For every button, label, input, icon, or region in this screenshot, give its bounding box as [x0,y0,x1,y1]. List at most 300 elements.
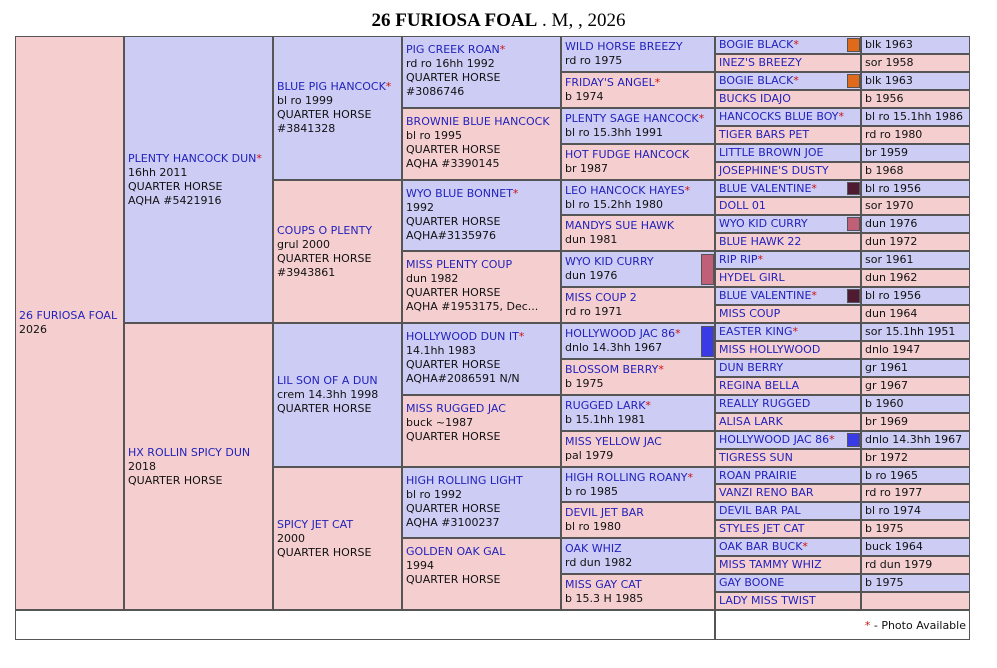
pedigree-info-cell: dun 1972 [861,233,970,251]
horse-name-wrap [719,379,799,392]
horse-name-line [277,224,398,238]
pedigree-info-cell: bl ro 1956 [861,180,970,197]
horse-name-link[interactable]: WYO KID CURRY [565,255,654,268]
horse-name-link[interactable]: MISS TAMMY WHIZ [719,558,822,571]
pedigree-cell-dss [402,323,561,395]
horse-name-line [565,148,711,162]
horse-name-link[interactable]: GAY BOONE [719,576,785,589]
horse-name-wrap [719,289,817,302]
pedigree-cell-g14 [561,502,715,538]
photo-available-icon: * [811,289,817,302]
horse-detail-line: AQHA#2086591 N/N [406,372,520,385]
horse-name-link[interactable]: TIGER BARS PET [719,128,810,141]
horse-name-link[interactable]: MISS PLENTY COUP [406,258,513,271]
horse-name-link[interactable]: HYDEL GIRL [719,271,785,284]
pedigree-info-cell: b 1975 [861,574,970,592]
pedigree-cell-h17 [715,323,861,341]
pedigree-cell-h30 [715,556,861,574]
pedigree-info-cell: gr 1967 [861,377,970,395]
horse-detail-line: br 1987 [565,162,608,175]
horse-name-wrap [719,199,766,212]
horse-color-swatch [701,254,714,285]
horse-name-link[interactable]: DEVIL BAR PAL [719,504,801,517]
horse-name-wrap [719,235,801,248]
horse-name-wrap [719,343,820,356]
horse-detail-line: rd ro 1975 [565,54,623,67]
pedigree-cell-sss [402,36,561,108]
horse-name-wrap [719,594,816,607]
horse-name-line [565,363,711,377]
horse-color-swatch [847,217,860,231]
pedigree-info-cell: b 1960 [861,395,970,413]
horse-color-swatch [847,74,860,88]
photo-available-icon: * [675,327,681,340]
horse-detail-line: rd ro 16hh 1992 [406,57,495,70]
photo-available-icon: * [512,187,519,200]
horse-name-wrap [565,542,622,555]
pedigree-info-cell: b ro 1965 [861,467,970,484]
horse-name-link[interactable]: HIGH ROLLING ROANY [565,471,688,484]
pedigree-cell-g8 [561,287,715,323]
horse-name-line [565,327,694,341]
horse-color-swatch [847,433,860,447]
horse-name-link[interactable]: MISS YELLOW JAC [565,435,662,448]
horse-name-line [406,115,557,129]
horse-name-link[interactable]: LITTLE BROWN JOE [719,146,824,159]
pedigree-info-cell: br 1969 [861,413,970,431]
pedigree-cell-h2 [715,54,861,72]
horse-name-wrap [719,217,808,230]
horse-name-wrap [565,435,662,448]
horse-name-line [565,184,711,198]
horse-name-wrap [719,92,791,105]
horse-name-link[interactable]: LIL SON OF A DUN [277,374,378,387]
horse-name-line [406,402,557,416]
pedigree-info-cell: bl ro 15.1hh 1986 [861,108,970,126]
pedigree-cell-h32 [715,592,861,610]
horse-detail-line: dun 1976 [565,269,618,282]
horse-name-wrap [719,540,808,553]
pedigree-info-cell: dun 1976 [861,215,970,233]
pedigree-cell-h11 [715,215,861,233]
horse-name-line [406,545,557,559]
horse-name-line [406,258,557,272]
pedigree-cell-h31 [715,574,861,592]
horse-name-wrap [719,451,793,464]
horse-detail-line: QUARTER HORSE [406,502,501,515]
pedigree-cell-ss [273,36,402,180]
horse-name-link[interactable]: JOSEPHINE'S DUSTY [719,164,829,177]
horse-name-link[interactable]: TIGRESS SUN [719,451,793,464]
horse-name-wrap [719,522,804,535]
horse-name-link[interactable]: 26 FURIOSA FOAL [19,309,118,322]
horse-name-wrap [719,576,784,589]
horse-name-link[interactable]: BOGIE BLACK [719,74,794,87]
horse-name-link[interactable]: DOLL 01 [719,199,766,212]
horse-detail-line: QUARTER HORSE [277,108,372,121]
photo-available-icon: * [793,74,799,87]
horse-detail-line: bl ro 15.2hh 1980 [565,198,663,211]
horse-name-link[interactable]: PLENTY SAGE HANCOCK [565,112,699,125]
horse-name-line [565,291,711,305]
horse-name-link[interactable]: MISS COUP 2 [565,291,637,304]
horse-name-link[interactable]: LADY MISS TWIST [719,594,816,607]
horse-name-link[interactable]: PIG CREEK ROAN [406,43,500,56]
horse-name-link[interactable]: OAK WHIZ [565,542,622,555]
horse-name-wrap [719,415,783,428]
horse-name-wrap [565,471,693,484]
photo-available-icon: * [645,399,651,412]
horse-name-line [19,309,120,323]
horse-name-wrap [719,361,783,374]
horse-name-wrap [406,545,505,558]
horse-detail-line: 2026 [19,323,47,336]
horse-name-line [565,255,694,269]
horse-detail-line: dun 1982 [406,272,459,285]
horse-name-wrap [406,115,550,128]
horse-name-line [565,76,711,90]
horse-name-line [565,578,711,592]
horse-name-line [565,471,711,485]
horse-detail-line: bl ro 1999 [277,94,334,107]
horse-name-link[interactable]: COUPS O PLENTY [277,223,373,237]
horse-name-wrap [719,182,817,195]
pedigree-info-cell: rd dun 1979 [861,556,970,574]
pedigree-cell-h29 [715,538,861,556]
photo-available-icon: * [385,80,392,93]
horse-name-line [406,187,557,201]
pedigree-cell-ddd [402,538,561,610]
photo-available-icon: * [793,38,799,51]
photo-available-icon: * [802,540,808,553]
pedigree-info-cell: dnlo 1947 [861,341,970,359]
horse-detail-line: QUARTER HORSE [277,251,372,265]
pedigree-cell-sd [273,180,402,323]
horse-detail-line: QUARTER HORSE [406,286,501,299]
horse-name-wrap [719,38,799,51]
horse-name-wrap [277,518,353,531]
horse-name-link[interactable]: LEO HANCOCK HAYES [565,184,685,197]
pedigree-info-cell: dun 1964 [861,305,970,323]
pedigree-cell-g12 [561,431,715,467]
pedigree-info-cell: rd ro 1980 [861,126,970,144]
pedigree-info-cell: sor 1958 [861,54,970,72]
horse-name-wrap [565,399,651,412]
horse-name-wrap [565,76,660,89]
horse-name-wrap [719,271,785,284]
horse-name-wrap [565,112,704,125]
horse-name-wrap [128,152,262,165]
horse-name-link[interactable]: MISS HOLLYWOOD [719,343,821,356]
horse-name-line [128,152,269,166]
horse-detail-line: 1994 [406,559,434,572]
pedigree-cell-h22 [715,413,861,431]
photo-available-legend [865,619,966,633]
pedigree-info-cell: br 1959 [861,144,970,162]
photo-available-icon: * [792,325,798,338]
horse-name-link[interactable]: HANCOCKS BLUE BOY [719,110,839,123]
pedigree-cell-g9 [561,323,715,359]
pedigree-info-cell: b 1975 [861,520,970,538]
horse-name-link[interactable]: DUN BERRY [719,361,784,374]
pedigree-cell-h3 [715,72,861,90]
pedigree-cell-h14 [715,269,861,287]
horse-name-wrap [406,330,524,343]
horse-name-link[interactable]: MANDYS SUE HAWK [565,219,675,232]
pedigree-cell-subject [15,36,124,610]
horse-name-link[interactable]: BROWNIE BLUE HANCOCK [406,115,550,128]
horse-name-link[interactable]: RUGGED LARK [565,399,646,412]
horse-name-line [565,506,711,520]
pedigree-cell-dds [402,467,561,538]
horse-name-line [565,435,711,449]
pedigree-cell-h5 [715,108,861,126]
horse-name-wrap [719,128,809,141]
photo-available-icon: * [757,253,764,266]
horse-name-link[interactable]: MISS GAY CAT [565,578,642,591]
pedigree-info-cell: blk 1963 [861,36,970,54]
horse-name-wrap [719,504,801,517]
pedigree-cell-h25 [715,467,861,484]
horse-detail-line: QUARTER HORSE [406,71,501,84]
pedigree-info-cell: bl ro 1956 [861,287,970,305]
horse-detail-line: dun 1981 [565,233,618,246]
horse-name-link[interactable]: GOLDEN OAK GAL [406,545,506,558]
horse-detail-line: 2000 [277,531,305,545]
pedigree-cell-g11 [561,395,715,431]
horse-name-wrap [719,146,824,159]
horse-detail-line: pal 1979 [565,449,614,462]
horse-detail-line: QUARTER HORSE [128,473,223,487]
pedigree-cell-g10 [561,359,715,395]
title-horse-name: 26 FURIOSA FOAL [371,10,538,31]
horse-name-link[interactable]: PLENTY HANCOCK DUN [128,151,257,165]
horse-detail-line: 1992 [406,201,434,214]
horse-name-wrap [719,110,844,123]
pedigree-cell-g5 [561,180,715,215]
horse-detail-line: #3841328 [277,122,336,135]
pedigree-cell-h4 [715,90,861,108]
horse-name-wrap [719,325,798,338]
horse-name-link[interactable]: BLUE HAWK 22 [719,235,802,248]
pedigree-cell-g16 [561,574,715,610]
pedigree-cell-h26 [715,484,861,502]
horse-name-wrap [719,469,797,482]
footer-legend-cell [715,610,970,640]
horse-name-link[interactable]: DEVIL JET BAR [565,506,644,519]
pedigree-cell-ds [273,323,402,467]
horse-detail-line: #3086746 [406,85,465,98]
horse-detail-line: QUARTER HORSE [406,430,501,443]
horse-detail-line: AQHA #3390145 [406,157,500,170]
pedigree-info-cell: b 1956 [861,90,970,108]
horse-name-link[interactable]: BLUE VALENTINE [719,289,812,302]
horse-name-line [277,374,398,388]
photo-available-icon: * [499,43,506,56]
horse-name-link[interactable]: INEZ'S BREEZY [719,56,802,69]
horse-name-link[interactable]: EASTER KING [719,325,793,338]
horse-detail-line: dnlo 14.3hh 1967 [565,341,663,354]
horse-name-wrap [19,309,117,322]
pedigree-cell-g1 [561,36,715,72]
horse-name-link[interactable]: BUCKS IDAJO [719,92,791,105]
horse-detail-line: crem 14.3hh 1998 [277,388,379,401]
horse-detail-line: QUARTER HORSE [406,573,501,586]
horse-name-line [565,399,711,413]
horse-name-wrap [719,74,799,87]
horse-name-link[interactable]: REGINA BELLA [719,379,800,392]
pedigree-cell-h12 [715,233,861,251]
pedigree-cell-g15 [561,538,715,574]
horse-name-link[interactable]: BLOSSOM BERRY [565,363,659,376]
pedigree-info-cell: b 1968 [861,162,970,180]
pedigree-info-cell: sor 1970 [861,197,970,215]
horse-name-link[interactable]: VANZI RENO BAR [719,486,814,499]
horse-color-swatch [847,289,860,303]
horse-name-link[interactable]: HOLLYWOOD JAC 86 [565,327,676,340]
pedigree-info-cell: br 1972 [861,449,970,467]
horse-name-line [128,446,269,460]
horse-detail-line: 14.1hh 1983 [406,344,476,357]
pedigree-info-cell: gr 1961 [861,359,970,377]
pedigree-cell-dd [273,467,402,610]
horse-name-link[interactable]: ALISA LARK [719,415,783,428]
horse-name-line [406,330,557,344]
pedigree-cell-h18 [715,341,861,359]
horse-name-link[interactable]: ROAN PRAIRIE [719,469,797,482]
pedigree-info-cell: dun 1962 [861,269,970,287]
horse-name-line [277,80,398,94]
horse-name-link[interactable]: FRIDAY'S ANGEL [565,76,655,89]
horse-detail-line: AQHA #3100237 [406,516,500,529]
horse-name-link[interactable]: HIGH ROLLING LIGHT [406,474,523,487]
pedigree-cell-h23 [715,431,861,449]
horse-detail-line: #3943861 [277,265,336,279]
horse-name-line [406,43,557,57]
pedigree-cell-sdd [402,251,561,323]
legend-text: - Photo Available [870,619,966,632]
horse-name-link[interactable]: BLUE PIG HANCOCK [277,80,386,93]
horse-name-wrap [719,307,780,320]
pedigree-cell-g6 [561,215,715,251]
horse-detail-line: 2018 [128,459,156,473]
horse-detail-line: b 1975 [565,377,604,390]
photo-available-icon: * [654,76,661,89]
pedigree-cell-g2 [561,72,715,108]
pedigree-cell-h1 [715,36,861,54]
horse-name-line [565,112,711,126]
photo-available-icon: * [838,110,844,123]
pedigree-cell-h7 [715,144,861,162]
horse-name-link[interactable]: WILD HORSE BREEZY [565,40,683,53]
pedigree-info-cell: rd ro 1977 [861,484,970,502]
horse-detail-line: AQHA #5421916 [128,193,222,207]
horse-name-wrap [406,258,512,271]
horse-detail-line: rd dun 1982 [565,556,633,569]
horse-name-wrap [277,374,378,387]
horse-name-wrap [565,255,654,268]
horse-name-link[interactable]: SPICY JET CAT [277,517,354,531]
horse-detail-line: AQHA#3135976 [406,229,496,242]
pedigree-cell-h9 [715,180,861,197]
horse-color-swatch [847,38,860,52]
photo-available-icon: * [256,151,262,165]
pedigree-cell-dsd [402,395,561,467]
horse-detail-line: rd ro 1971 [565,305,623,318]
horse-detail-line: QUARTER HORSE [277,545,372,559]
horse-name-link[interactable]: HOT FUDGE HANCOCK [565,148,690,161]
horse-detail-line: bl ro 15.3hh 1991 [565,126,663,139]
photo-available-icon: * [684,184,691,197]
pedigree-cell-g7 [561,251,715,287]
horse-detail-line: grul 2000 [277,237,331,251]
horse-name-wrap [406,187,518,200]
pedigree-cell-h24 [715,449,861,467]
horse-detail-line: b 1974 [565,90,604,103]
horse-name-wrap [565,327,681,340]
photo-available-icon: * [698,112,705,125]
horse-name-link[interactable]: REALLY RUGGED [719,397,811,410]
horse-name-link[interactable]: MISS COUP [719,307,781,320]
photo-available-icon: * [811,182,817,195]
horse-name-wrap [128,446,250,459]
horse-name-link[interactable]: HOLLYWOOD JAC 86 [719,433,830,446]
horse-name-link[interactable]: HOLLYWOOD DUN IT [406,330,519,343]
photo-available-icon: * [658,363,664,376]
horse-name-link[interactable]: STYLES JET CAT [719,522,805,535]
horse-name-wrap [719,253,763,266]
horse-name-link[interactable]: HX ROLLIN SPICY DUN [128,445,251,459]
title-info: . M, , 2026 [542,10,626,31]
horse-detail-line: b ro 1985 [565,485,618,498]
horse-name-link[interactable]: WYO KID CURRY [719,217,808,230]
pedigree-cell-h21 [715,395,861,413]
horse-name-link[interactable]: RIP RIP [719,253,758,266]
horse-detail-line: bl ro 1995 [406,129,463,142]
pedigree-info-cell: buck 1964 [861,538,970,556]
pedigree-cell-h15 [715,287,861,305]
pedigree-cell-h16 [715,305,861,323]
horse-name-link[interactable]: MISS RUGGED JAC [406,402,506,415]
photo-available-icon: * [829,433,835,446]
horse-color-swatch [701,326,714,357]
photo-available-icon: * [864,619,871,632]
horse-detail-line: b 15.3 H 1985 [565,592,644,605]
horse-detail-line: QUARTER HORSE [128,179,223,193]
photo-available-icon: * [687,471,693,484]
pedigree-cell-s [124,36,273,323]
pedigree-cell-h20 [715,377,861,395]
pedigree-cell-d [124,323,273,610]
horse-name-wrap [565,578,642,591]
horse-name-line [565,40,711,54]
pedigree-info-cell: sor 1961 [861,251,970,269]
horse-name-wrap [719,558,822,571]
horse-name-line [277,518,398,532]
horse-name-link[interactable]: OAK BAR BUCK [719,540,803,553]
horse-name-link[interactable]: WYO BLUE BONNET [406,187,513,200]
pedigree-info-cell: dnlo 14.3hh 1967 [861,431,970,449]
horse-name-wrap [406,474,523,487]
horse-name-link[interactable]: BLUE VALENTINE [719,182,812,195]
pedigree-cell-h8 [715,162,861,180]
horse-detail-line: QUARTER HORSE [406,358,501,371]
horse-name-link[interactable]: BOGIE BLACK [719,38,794,51]
horse-name-wrap [719,433,835,446]
horse-name-wrap [565,219,674,232]
pedigree-cell-g13 [561,467,715,502]
photo-available-icon: * [518,330,525,343]
